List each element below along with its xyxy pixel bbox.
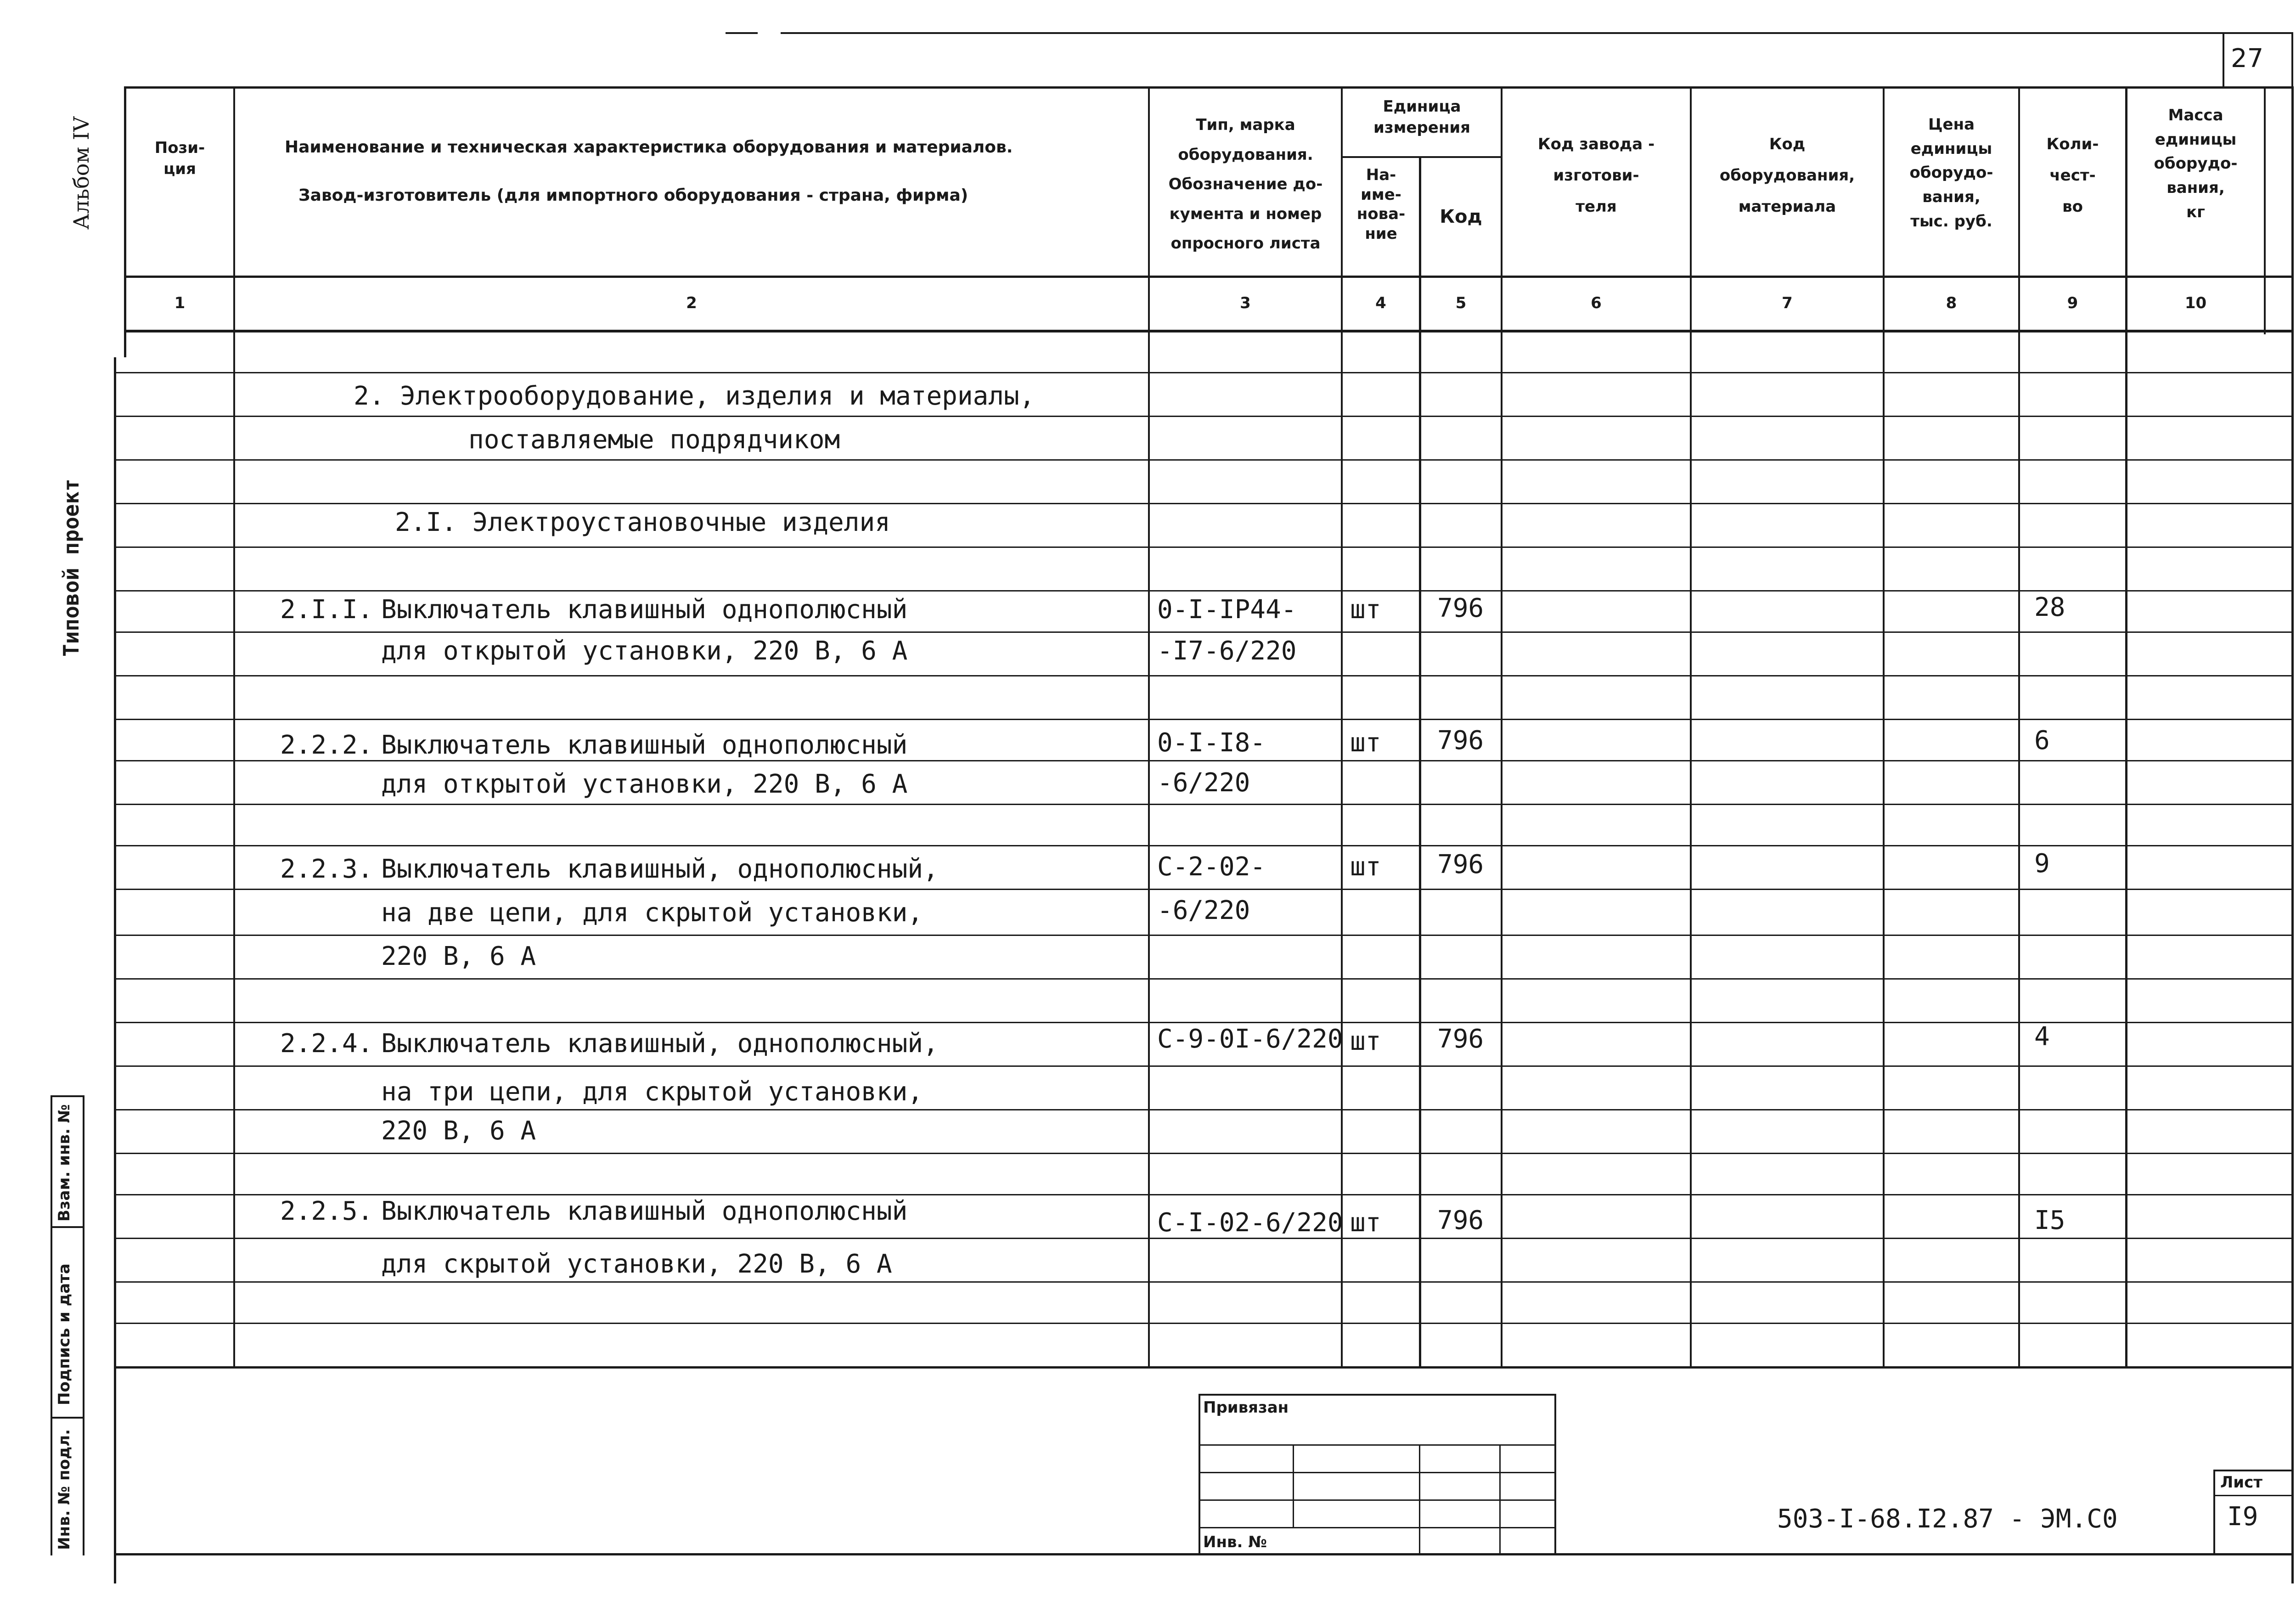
item-unit-code: 796	[1437, 1024, 1484, 1054]
section-subtitle: 2.I. Электроустановочные изделия	[395, 507, 890, 537]
header-unit-name: На- име- нова- ние	[1356, 166, 1406, 243]
column-number: 6	[1591, 294, 1602, 312]
item-unit: шт	[1350, 1208, 1381, 1238]
row-line	[114, 1323, 2294, 1324]
sheet-box-left	[2213, 1470, 2215, 1555]
project-label: Типовой проект	[59, 479, 84, 657]
stamp-signature-date: Подпись и дата	[55, 1263, 73, 1405]
sheet-box-top	[2213, 1470, 2294, 1471]
row-line	[114, 1194, 2294, 1195]
stamp-top-border	[51, 1095, 84, 1097]
row-line	[114, 1022, 2294, 1023]
bound-box-col	[1499, 1444, 1501, 1555]
header-equipment-code: Код оборудования, материала	[1719, 135, 1855, 216]
table-body-bottom	[114, 1366, 2294, 1369]
item-unit-code: 796	[1437, 593, 1484, 623]
bound-box-col	[1419, 1444, 1420, 1555]
column-number: 4	[1375, 294, 1386, 312]
frame-right-border	[2291, 86, 2294, 1583]
col-divider-2	[1148, 86, 1150, 1368]
row-line	[114, 1153, 2294, 1154]
item-quantity: 28	[2034, 592, 2065, 622]
frame-bottom-border	[114, 1553, 2294, 1555]
item-description: Выключатель клавишный однополюсный	[381, 1196, 908, 1226]
item-description: для открытой установки, 220 В, 6 А	[381, 636, 908, 666]
stamp-inner-border	[83, 1095, 84, 1555]
item-position: 2.2.2.	[280, 730, 373, 760]
column-number: 5	[1455, 294, 1467, 312]
row-line	[114, 546, 2294, 548]
bound-box-line	[1199, 1472, 1556, 1473]
header-unit-code: Код	[1440, 206, 1482, 227]
item-type: С-9-0I-6/220	[1157, 1024, 1343, 1054]
col-divider-6	[1690, 86, 1692, 1368]
header-bottom-line	[124, 276, 2293, 278]
header-name-line2: Завод-изготовитель (для импортного оборудования - страна, фирма)	[298, 186, 968, 205]
item-description: 220 В, 6 А	[381, 1116, 536, 1146]
item-position: 2.2.5.	[280, 1196, 373, 1226]
row-line	[114, 719, 2294, 720]
col-divider-4	[1419, 156, 1421, 1368]
table-top-border	[124, 86, 2293, 89]
row-line	[114, 372, 2294, 373]
page-number-box-right	[2291, 32, 2293, 87]
item-unit: шт	[1350, 595, 1381, 625]
stamp-divider	[51, 1226, 84, 1228]
item-unit-code: 796	[1437, 726, 1484, 755]
item-unit-code: 796	[1437, 1206, 1484, 1235]
inv-label: Инв. №	[1203, 1533, 1267, 1551]
item-position: 2.2.3.	[280, 854, 373, 884]
album-label: Альбом IV	[69, 116, 94, 230]
item-unit: шт	[1350, 1026, 1381, 1056]
col-divider-7	[1883, 86, 1885, 1368]
table-left-border-top	[124, 86, 126, 357]
col-divider-3	[1341, 86, 1343, 1368]
page-number-box-top	[2223, 32, 2293, 34]
bound-box-right	[1554, 1394, 1556, 1555]
item-quantity: 4	[2034, 1022, 2050, 1052]
row-line	[114, 459, 2294, 461]
column-number: 7	[1782, 294, 1793, 312]
item-type: -6/220	[1157, 768, 1250, 798]
header-position: Пози- ция	[154, 139, 205, 178]
item-type: -I7-6/220	[1157, 636, 1297, 666]
row-line	[114, 675, 2294, 676]
col-divider-9	[2125, 86, 2127, 1368]
row-line	[114, 978, 2294, 980]
item-unit: шт	[1350, 852, 1381, 882]
section-title-line2: поставляемые подрядчиком	[468, 425, 840, 455]
item-quantity: 9	[2034, 849, 2050, 879]
row-line	[114, 1238, 2294, 1239]
row-line	[114, 631, 2294, 633]
frame-left-border	[114, 357, 116, 1583]
item-description: Выключатель клавишный однополюсный	[381, 730, 908, 760]
bound-box-left	[1199, 1394, 1200, 1555]
bound-box-line	[1199, 1444, 1556, 1446]
row-line	[114, 889, 2294, 890]
row-line	[114, 804, 2294, 805]
col-divider-5	[1501, 86, 1503, 1368]
sheet-box-divider	[2213, 1495, 2294, 1496]
column-number: 1	[174, 294, 186, 312]
unit-group-split	[1341, 156, 1502, 158]
item-position: 2.2.4.	[280, 1029, 373, 1059]
item-position: 2.I.I.	[280, 595, 373, 625]
frame-top-stub	[726, 32, 758, 34]
row-line	[114, 1065, 2294, 1067]
header-type: Тип, марка оборудования. Обозначение до- кумента и номер опросного листа	[1168, 116, 1323, 253]
sheet-label: Лист	[2220, 1473, 2262, 1492]
column-number: 9	[2067, 294, 2078, 312]
item-type: 0-I-IP44-	[1157, 595, 1297, 625]
column-number: 3	[1240, 294, 1251, 312]
row-line	[114, 760, 2294, 761]
document-code: 503-I-68.I2.87 - ЭМ.С0	[1777, 1504, 2118, 1534]
header-mass: Масса единицы оборудо- вания, кг	[2154, 106, 2238, 221]
item-quantity: I5	[2034, 1206, 2065, 1235]
row-line	[114, 845, 2294, 846]
item-description: для открытой установки, 220 В, 6 А	[381, 769, 908, 799]
item-type: 0-I-I8-	[1157, 728, 1266, 758]
col-divider-1	[233, 86, 235, 1368]
column-number: 2	[686, 294, 697, 312]
item-type: С-2-02-	[1157, 852, 1266, 882]
frame-top-line	[781, 32, 2223, 34]
bound-box-line	[1199, 1499, 1556, 1501]
sheet-number: I9	[2227, 1502, 2258, 1532]
item-type: С-I-02-6/220	[1157, 1208, 1343, 1238]
row-line	[114, 590, 2294, 592]
page-number-box-left	[2223, 32, 2224, 87]
item-description: для скрытой установки, 220 В, 6 А	[381, 1249, 892, 1279]
col-divider-8	[2018, 86, 2020, 1368]
item-unit-code: 796	[1437, 850, 1484, 879]
header-unit-group: Единица измерения	[1373, 97, 1470, 137]
colnum-bottom-line	[124, 330, 2293, 332]
header-factory-code: Код завода - изготови- теля	[1537, 135, 1655, 216]
item-unit: шт	[1350, 728, 1381, 758]
row-line	[114, 503, 2294, 504]
header-price: Цена единицы оборудо- вания, тыс. руб.	[1909, 115, 1993, 231]
column-number: 8	[1946, 294, 1957, 312]
header-name-line1: Наименование и техническая характеристика оборудования и материалов.	[285, 138, 1013, 157]
header-quantity: Коли- чест- во	[2046, 135, 2099, 216]
column-number: 10	[2184, 294, 2207, 312]
item-description: на две цепи, для скрытой установки,	[381, 898, 923, 928]
stamp-left-border	[51, 1095, 52, 1555]
row-line	[114, 1109, 2294, 1110]
bound-label: Привязан	[1203, 1398, 1289, 1417]
item-type: -6/220	[1157, 896, 1250, 925]
item-description: на три цепи, для скрытой установки,	[381, 1077, 923, 1107]
item-description: Выключатель клавишный однополюсный	[381, 595, 908, 625]
stamp-divider	[51, 1417, 84, 1419]
stamp-inv-original: Инв. № подл.	[55, 1429, 73, 1550]
item-description: Выключатель клавишный, однополюсный,	[381, 1029, 939, 1059]
row-line	[114, 1281, 2294, 1283]
stamp-replace-inv: Взам. инв. №	[55, 1104, 73, 1222]
page-corner-number: 27	[2231, 44, 2264, 73]
item-quantity: 6	[2034, 726, 2050, 755]
col-divider-10	[2264, 86, 2266, 334]
row-line	[114, 416, 2294, 417]
bound-box-top	[1199, 1394, 1556, 1396]
bound-box-col	[1293, 1444, 1294, 1527]
row-line	[114, 935, 2294, 936]
section-title-line1: 2. Электрооборудование, изделия и материалы,	[354, 381, 1035, 411]
bound-box-line	[1199, 1527, 1556, 1528]
item-description: 220 В, 6 А	[381, 941, 536, 971]
item-description: Выключатель клавишный, однополюсный,	[381, 854, 939, 884]
